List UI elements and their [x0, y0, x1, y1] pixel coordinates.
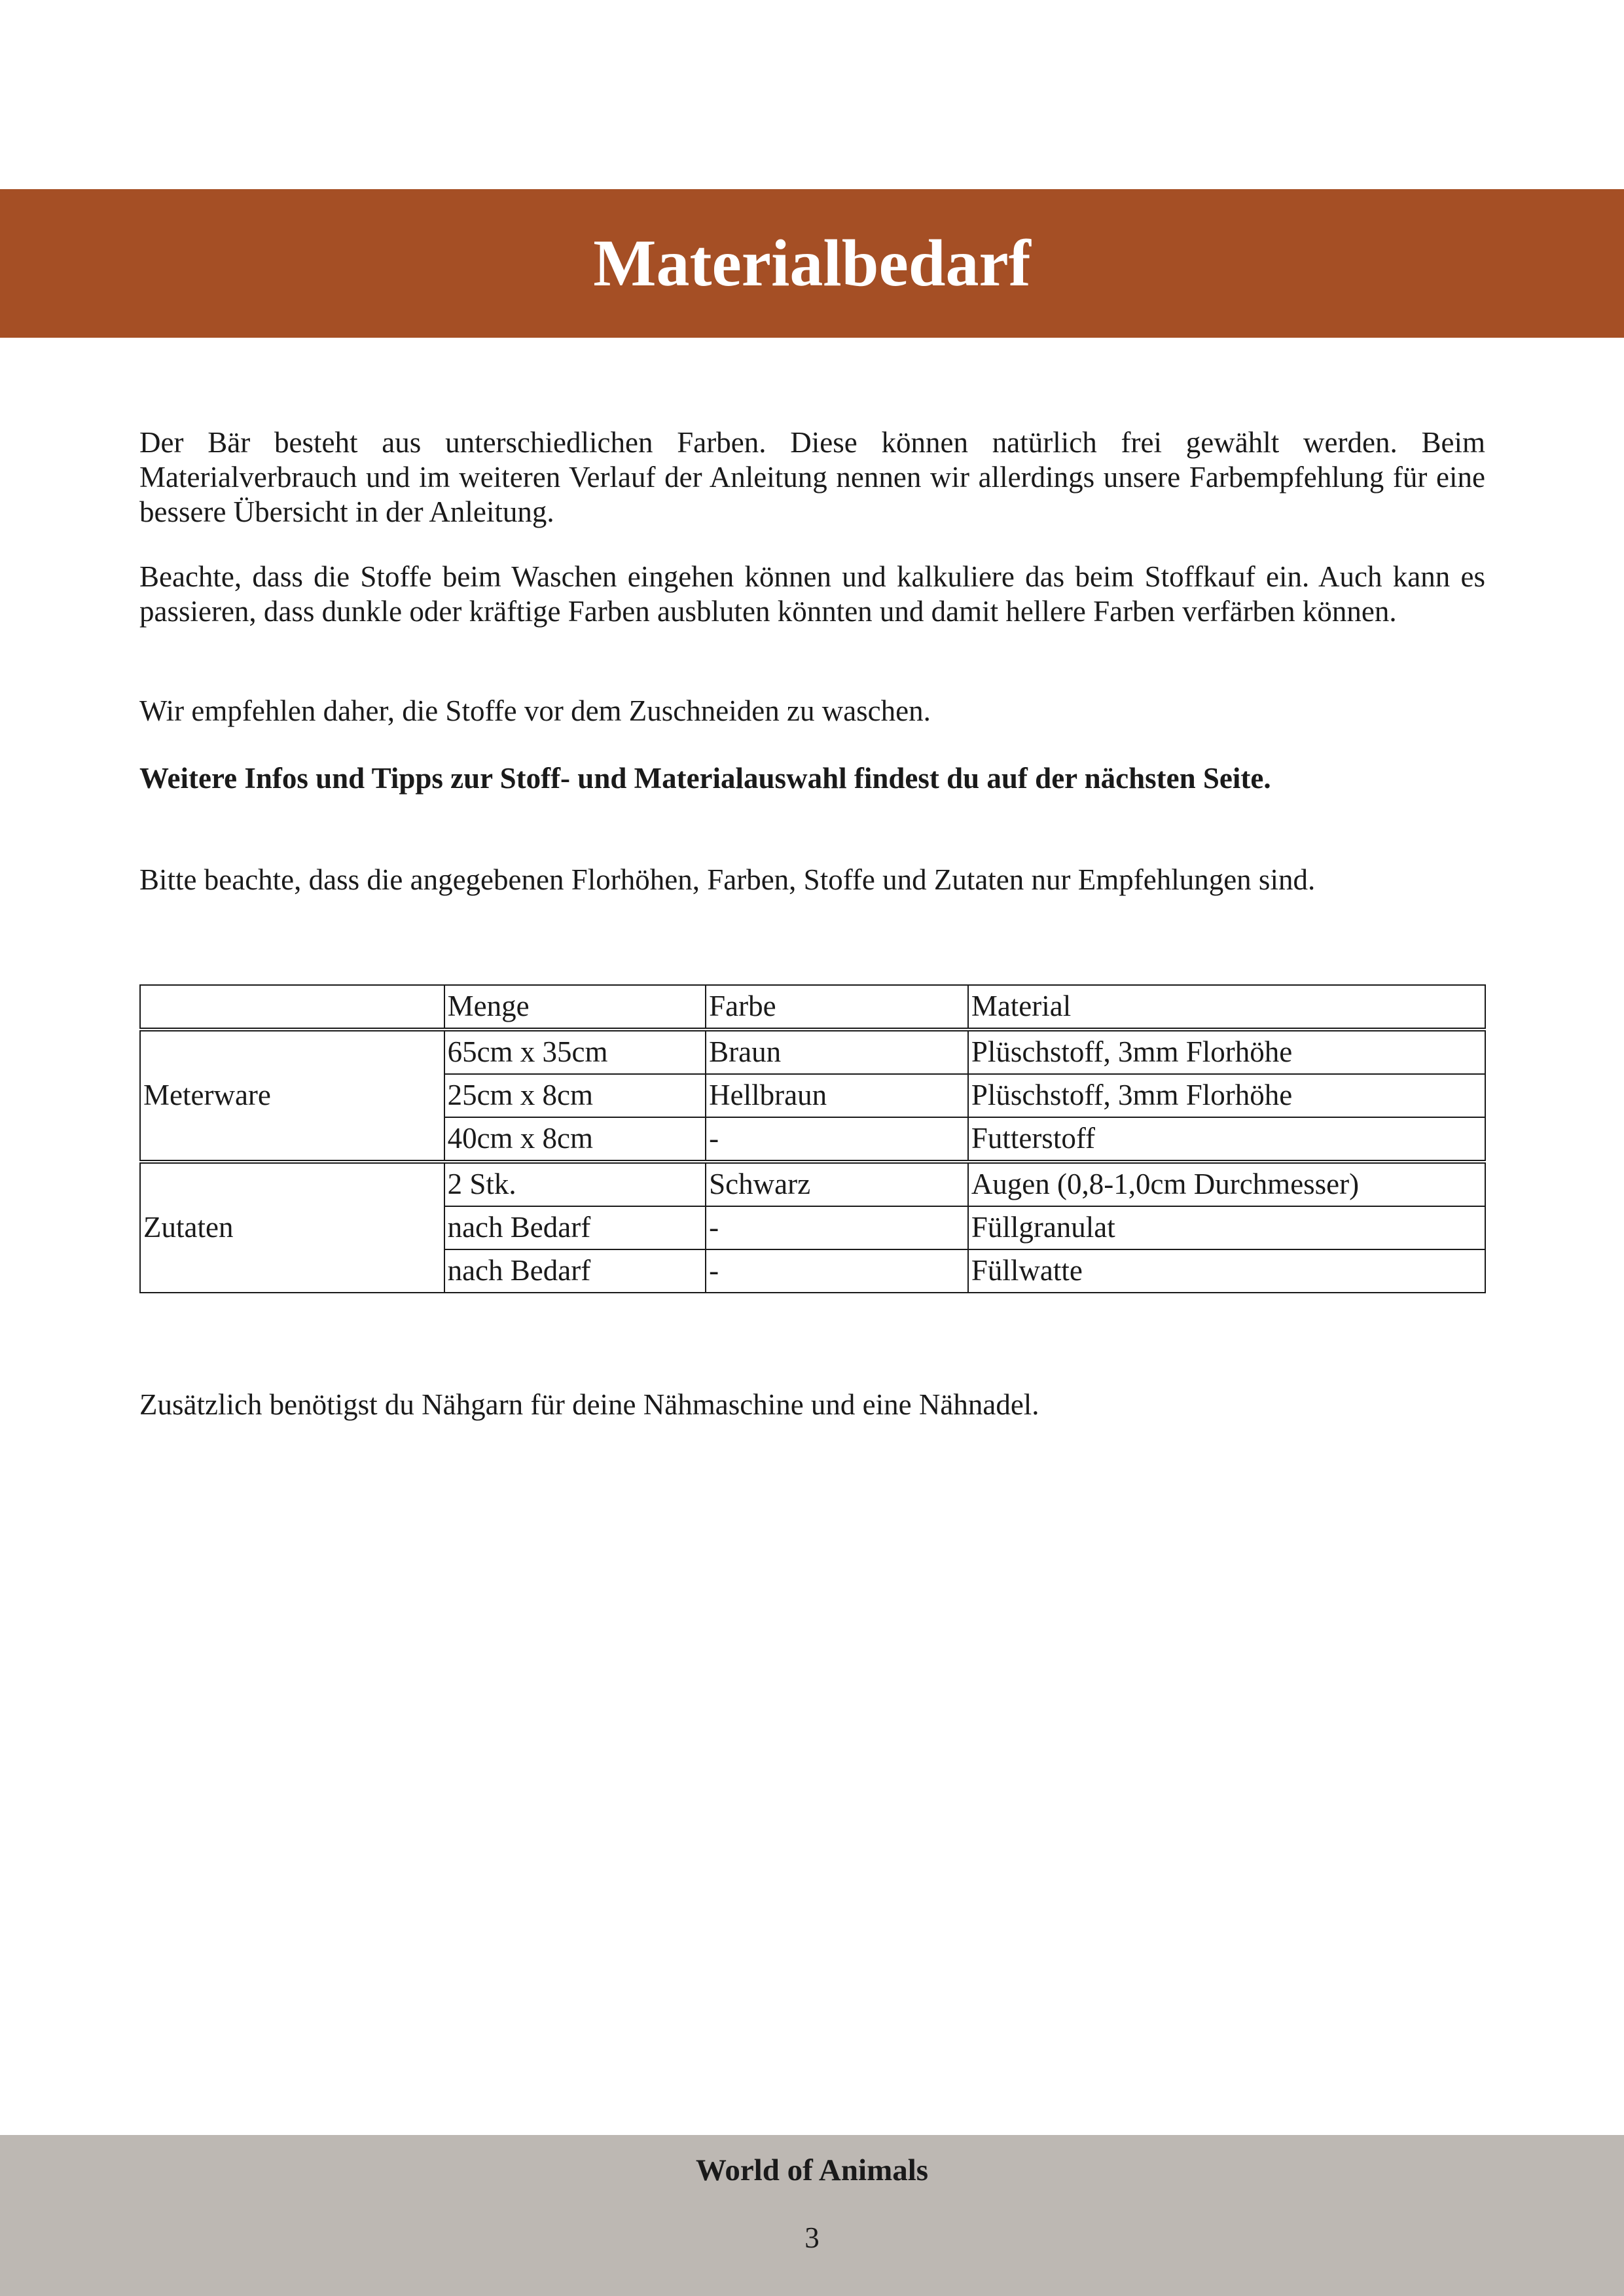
header-cell-farbe: Farbe: [706, 985, 968, 1030]
header-cell-empty: [140, 985, 444, 1030]
table-cell: -: [706, 1249, 968, 1293]
group-label-zutaten: Zutaten: [140, 1162, 444, 1293]
group-label-meterware: Meterware: [140, 1030, 444, 1162]
page-footer: [0, 2135, 1624, 2296]
wash-recommendation-paragraph: Wir empfehlen daher, die Stoffe vor dem Zuschneiden zu waschen.: [139, 694, 931, 727]
table-cell: Hellbraun: [706, 1074, 968, 1117]
additional-needs-paragraph: Zusätzlich benötigst du Nähgarn für deine Nähmaschine und eine Nähnadel.: [139, 1388, 1039, 1421]
table-cell: -: [706, 1206, 968, 1249]
table-cell: 40cm x 8cm: [444, 1117, 706, 1162]
table-cell: Füllgranulat: [968, 1206, 1485, 1249]
table-cell: Füllwatte: [968, 1249, 1485, 1293]
table-cell: Futterstoff: [968, 1117, 1485, 1162]
table-cell: nach Bedarf: [444, 1249, 706, 1293]
recommendation-disclaimer: Bitte beachte, dass die angegebenen Florhöhen, Farben, Stoffe und Zutaten nur Empfehlungen sind.: [139, 863, 1316, 896]
table-cell: 2 Stk.: [444, 1162, 706, 1206]
table-row: [140, 1162, 1485, 1206]
table-header-row: [140, 985, 1485, 1030]
page-title: Materialbedarf: [593, 226, 1031, 300]
title-banner: [0, 189, 1624, 338]
more-info-note: Weitere Infos und Tipps zur Stoff- und Materialauswahl findest du auf der nächsten Seite.: [139, 762, 1271, 795]
table-cell: Augen (0,8-1,0cm Durchmesser): [968, 1162, 1485, 1206]
table-cell: Schwarz: [706, 1162, 968, 1206]
table-cell: Braun: [706, 1030, 968, 1074]
table-cell: Plüschstoff, 3mm Florhöhe: [968, 1074, 1485, 1117]
header-cell-material: Material: [968, 985, 1485, 1030]
table-cell: Plüschstoff, 3mm Florhöhe: [968, 1030, 1485, 1074]
intro-paragraph: Der Bär besteht aus unterschiedlichen Farben. Diese können natürlich frei gewählt werden. Beim Materialverbrauch und im weiteren Verlauf der Anleitung nennen wir allerdings unsere Farbempfehlung für eine bessere Übersicht in der Anleitung.: [139, 426, 1485, 528]
washing-note-paragraph: Beachte, dass die Stoffe beim Waschen eingehen können und kalkuliere das beim Stoffkauf ein. Auch kann es passieren, dass dunkle oder kräftige Farben ausbluten könnten und damit hellere Farben verfärben können.: [139, 560, 1485, 628]
table-cell: nach Bedarf: [444, 1206, 706, 1249]
table-cell: -: [706, 1117, 968, 1162]
header-cell-menge: Menge: [444, 985, 706, 1030]
page-number: 3: [804, 2221, 820, 2254]
table-row: [140, 1030, 1485, 1074]
materials-table: [139, 984, 1486, 1293]
table-cell: 25cm x 8cm: [444, 1074, 706, 1117]
table-cell: 65cm x 35cm: [444, 1030, 706, 1074]
footer-brand: World of Animals: [695, 2153, 929, 2187]
